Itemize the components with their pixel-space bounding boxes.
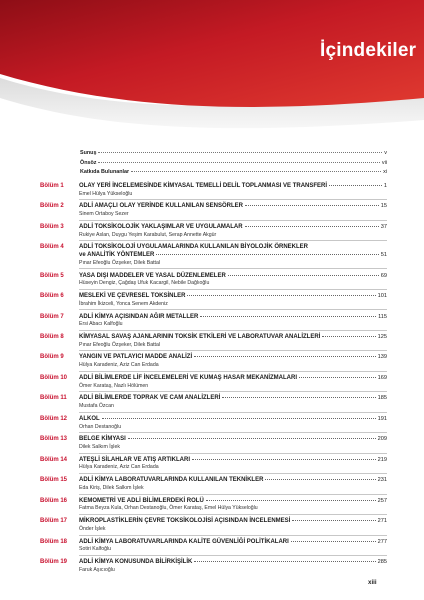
front-matter-title: Önsöz [80, 159, 97, 166]
dot-leader [265, 479, 375, 480]
dot-leader [222, 397, 375, 398]
chapter-title: ve ANALİTİK YÖNTEMLER [79, 252, 155, 259]
page-title: İçindekiler [320, 40, 417, 61]
dot-leader [292, 520, 375, 521]
chapter-label: Bölüm 18 [40, 538, 68, 545]
chapter-label: Bölüm 5 [40, 272, 64, 279]
chapter-page: 219 [377, 456, 387, 463]
front-matter-list [80, 150, 387, 179]
chapter-page: 37 [380, 223, 387, 230]
chapter-entry[interactable] [40, 539, 387, 556]
chapter-authors: Ersi Abacı Kalfoğlu [79, 321, 123, 328]
dot-leader [194, 356, 376, 357]
chapter-title: MESLEKİ VE ÇEVRESEL TOKSİNLER [79, 293, 186, 300]
chapter-title: ADLİ BİLİMLERDE TOPRAK VE CAM ANALİZLERİ [79, 395, 221, 402]
dot-leader [98, 152, 382, 153]
dot-leader [245, 205, 379, 206]
front-matter-page: v [384, 150, 387, 156]
chapter-entry[interactable] [40, 416, 387, 433]
chapter-title: ADLİ KİMYA LABORATUVARLARINDA KALİTE GÜVENLİĞİ POLİTİKALARI [79, 538, 289, 545]
chapter-label: Bölüm 14 [40, 456, 68, 463]
chapter-authors: İbrahim İkizceli, Yonca Senem Akdeniz [79, 300, 168, 307]
dot-leader [98, 162, 379, 163]
chapter-entry[interactable] [40, 559, 387, 573]
chapter-label: Bölüm 4 [40, 244, 64, 251]
chapter-entry[interactable] [40, 518, 387, 535]
front-matter-title: Sunuş [80, 150, 97, 156]
chapter-entry[interactable] [40, 203, 387, 220]
chapter-authors: Orhan Destanoğlu [79, 423, 122, 430]
divider [79, 514, 387, 515]
dot-leader [192, 459, 376, 460]
chapter-label: Bölüm 9 [40, 354, 64, 361]
divider [79, 555, 387, 556]
chapter-page: 285 [377, 559, 387, 566]
chapter-entry[interactable] [40, 224, 387, 241]
chapter-page: 191 [377, 415, 387, 422]
chapter-authors: Pınar Efeoğlu Özşeker, Dilek Battal [79, 341, 161, 348]
divider [79, 371, 387, 372]
front-matter-item[interactable] [80, 160, 387, 170]
dot-leader [131, 171, 381, 172]
chapter-page: 257 [377, 497, 387, 504]
dot-leader [194, 561, 375, 562]
chapter-title: YANGIN VE PATLAYICI MADDE ANALİZİ [79, 354, 193, 361]
chapter-label: Bölüm 8 [40, 333, 64, 340]
chapter-entry[interactable] [40, 354, 387, 371]
chapter-entry[interactable] [40, 395, 387, 412]
divider [79, 330, 387, 331]
dot-leader [128, 438, 376, 439]
chapter-authors: Eda Kiriş, Dilek Salkım İşlek [79, 484, 144, 491]
chapter-authors: Ömer Karataş, Nazlı Hölümen [79, 382, 149, 389]
chapter-list [40, 183, 387, 574]
chapter-entry[interactable] [40, 477, 387, 494]
divider [79, 494, 387, 495]
chapter-entry[interactable] [40, 273, 387, 290]
chapter-title: MİKROPLASTİKLERİN ÇEVRE TOKSİKOLOJİSİ AÇISINDAN İNCELENMESİ [79, 518, 291, 525]
chapter-title-line: ADLİ TOKSİKOLOJİ UYGULAMALARINDA KULLANILAN BİYOLOJİK ÖRNEKLER [79, 244, 308, 251]
chapter-page: 277 [377, 538, 387, 545]
chapter-page: 51 [380, 252, 387, 259]
dot-leader [102, 418, 376, 419]
chapter-entry[interactable] [40, 436, 387, 453]
chapter-authors: Sotiri Kalfoğlu [79, 546, 112, 553]
divider [79, 453, 387, 454]
chapter-entry[interactable] [40, 183, 387, 200]
chapter-page: 231 [377, 477, 387, 484]
divider [79, 535, 387, 536]
chapter-page: 271 [377, 518, 387, 525]
chapter-title: BELGE KİMYASI [79, 436, 126, 443]
chapter-page: 115 [378, 313, 387, 320]
divider [79, 289, 387, 290]
divider [79, 350, 387, 351]
front-matter-item[interactable] [80, 150, 387, 160]
chapter-entry[interactable] [40, 457, 387, 474]
dot-leader [206, 500, 376, 501]
chapter-authors: Mustafa Özcan [79, 403, 114, 410]
dot-leader [228, 275, 379, 276]
chapter-label: Bölüm 6 [40, 293, 64, 300]
chapter-label: Bölüm 10 [40, 374, 68, 381]
chapter-title: KİMYASAL SAVAŞ AJANLARININ TOKSİK ETKİLERİ VE LABORATUVAR ANALİZLERİ [79, 333, 321, 340]
divider [79, 391, 387, 392]
chapter-title: OLAY YERİ İNCELEMESİNDE KİMYASAL TEMELLİ DELİL TOPLANMASI VE TRANSFERİ [79, 183, 328, 189]
dot-leader [329, 185, 382, 186]
dot-leader [322, 336, 375, 337]
page-number: xiii [368, 579, 377, 586]
chapter-page: 1 [383, 183, 387, 189]
chapter-entry[interactable] [40, 334, 387, 351]
chapter-authors: Önder İşlek [79, 525, 106, 532]
chapter-label: Bölüm 12 [40, 415, 68, 422]
chapter-authors: Fatma Beyza Kula, Orhan Destanoğlu, Ömer Karataş, Emel Hülya Yükseloğlu [79, 505, 258, 512]
chapter-title: ATEŞLİ SİLAHLAR VE ATIŞ ARTIKLARI [79, 456, 190, 463]
front-matter-page: xi [383, 169, 387, 175]
front-matter-item[interactable] [80, 169, 387, 179]
chapter-entry[interactable] [40, 498, 387, 515]
chapter-title: ADLİ TOKSİKOLOJİK YAKLAŞIMLAR VE UYGULAMALAR [79, 223, 243, 230]
chapter-title: ADLİ KİMYA LABORATUVARLARINDA KULLANILAN TEKNİKLER [79, 477, 264, 484]
dot-leader [299, 377, 376, 378]
divider [79, 412, 387, 413]
chapter-authors: Pınar Efeoğlu Özşeker, Dilek Battal [79, 259, 161, 266]
chapter-label: Bölüm 15 [40, 477, 68, 484]
chapter-page: 185 [377, 395, 387, 402]
dot-leader [156, 254, 378, 255]
chapter-entry[interactable] [40, 375, 387, 392]
chapter-authors: Sinem Ortaboy Sezer [79, 211, 129, 218]
divider [79, 220, 387, 221]
chapter-page: 125 [377, 333, 387, 340]
chapter-page: 15 [380, 203, 387, 210]
chapter-label: Bölüm 17 [40, 518, 68, 525]
chapter-authors: Emel Hülya Yükseloğlu [79, 190, 133, 197]
divider [79, 309, 387, 310]
chapter-label: Bölüm 3 [40, 223, 64, 230]
dot-leader [245, 226, 379, 227]
chapter-label: Bölüm 7 [40, 313, 64, 320]
dot-leader [187, 295, 375, 296]
divider [79, 240, 387, 241]
chapter-label: Bölüm 1 [40, 183, 64, 189]
front-matter-title: Katkıda Bulunanlar [80, 169, 130, 175]
chapter-label: Bölüm 13 [40, 436, 68, 443]
chapter-page: 69 [380, 272, 387, 279]
divider [79, 268, 387, 269]
chapter-page: 169 [377, 374, 387, 381]
chapter-label: Bölüm 11 [40, 395, 67, 402]
divider [79, 199, 387, 200]
chapter-title: ADLİ KİMYA KONUSUNDA BİLİRKİŞİLİK [79, 559, 193, 566]
chapter-authors: Dilek Salkım İşlek [79, 444, 120, 450]
front-matter-page: vii [381, 159, 387, 166]
chapter-entry[interactable] [40, 244, 387, 269]
chapter-title: ADLİ AMAÇLI OLAY YERİNDE KULLANILAN SENSÖRLER [79, 203, 244, 210]
divider [79, 473, 387, 474]
chapter-authors: Hüseyin Dengiz, Çağdaş Ufuk Kacargil, Nebile Dağlıoğlu [79, 280, 210, 287]
chapter-title: ALKOL [79, 415, 100, 422]
chapter-authors: Hülya Karadeniz, Aziz Can Erdada [79, 464, 159, 471]
chapter-label: Bölüm 16 [40, 497, 68, 504]
chapter-label: Bölüm 2 [40, 203, 64, 210]
chapter-authors: Hülya Karadeniz, Aziz Can Erdada [79, 362, 159, 369]
chapter-title: KEMOMETRİ VE ADLİ BİLİMLERDEKİ ROLÜ [79, 497, 204, 504]
chapter-title: ADLİ BİLİMLERDE LİF İNCELEMELERİ VE KUMAŞ HASAR MEKANİZMALARI [79, 374, 297, 381]
dot-leader [291, 541, 376, 542]
chapter-authors: Faruk Aşıcıoğlu [79, 566, 115, 573]
chapter-entry[interactable] [40, 293, 387, 310]
chapter-title: ADLİ KİMYA AÇISINDAN AĞIR METALLER [79, 313, 199, 320]
dot-leader [200, 316, 376, 317]
chapter-page: 139 [377, 354, 387, 361]
header-banner [0, 0, 424, 140]
chapter-label: Bölüm 19 [40, 559, 68, 566]
chapter-entry[interactable] [40, 314, 387, 331]
chapter-page: 209 [377, 436, 387, 443]
divider [79, 432, 387, 433]
chapter-title: YASA DIŞI MADDELER VE YASAL DÜZENLEMELER [79, 272, 226, 279]
chapter-authors: Rukiye Aslan, Duygu Yeşim Karabulut, Serap Annette Akgür [79, 231, 217, 238]
chapter-page: 101 [377, 293, 387, 300]
